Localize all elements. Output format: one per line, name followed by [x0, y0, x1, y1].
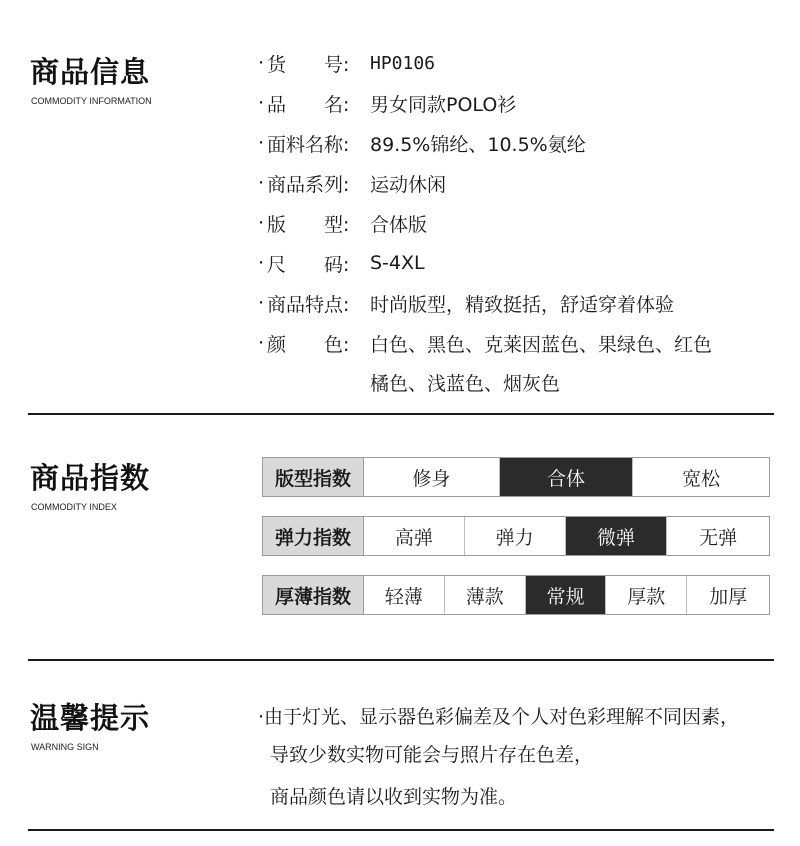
info-value: 89.5%锦纶、10.5%氨纶 — [370, 133, 586, 156]
info-label: 品 名: — [267, 93, 350, 116]
info-value: 白色、黑色、克莱因蓝色、果绿色、红色 — [370, 333, 713, 356]
info-value: 运动休闲 — [370, 173, 447, 196]
info-row-product-name — [258, 88, 517, 118]
bullet: · — [258, 92, 265, 114]
index-row-elasticity — [262, 516, 770, 556]
index-label: 版型指数 — [263, 458, 364, 496]
info-section-subtitle: COMMODITY INFORMATION — [31, 96, 152, 106]
bullet: · — [258, 332, 265, 354]
info-section-title: 商品信息 — [30, 55, 151, 89]
info-value: HP0106 — [370, 52, 436, 74]
index-option-selected: 微弹 — [566, 517, 668, 555]
info-value: 橘色、浅蓝色、烟灰色 — [370, 372, 561, 395]
bullet: · — [258, 52, 265, 74]
index-option: 轻薄 — [364, 576, 445, 614]
index-option-selected: 常规 — [526, 576, 607, 614]
index-option: 加厚 — [687, 576, 769, 614]
info-row-features — [258, 288, 675, 318]
index-option: 宽松 — [633, 458, 769, 496]
info-row-item-no — [258, 48, 436, 78]
index-option: 无弹 — [667, 517, 769, 555]
info-label: 颜 色: — [267, 333, 350, 356]
index-option-selected: 合体 — [500, 458, 634, 496]
index-label: 厚薄指数 — [263, 576, 364, 614]
index-option: 修身 — [364, 458, 500, 496]
info-label: 尺 码: — [267, 253, 350, 276]
info-label: 版 型: — [267, 213, 350, 236]
info-value: 时尚版型，精致挺括，舒适穿着体验 — [370, 293, 675, 316]
info-row-fit — [258, 208, 428, 238]
info-row-size — [258, 248, 425, 278]
section-divider — [28, 829, 774, 831]
index-option: 薄款 — [445, 576, 526, 614]
info-row-fabric — [258, 128, 586, 158]
index-section-title: 商品指数 — [30, 461, 151, 495]
index-row-fit — [262, 457, 770, 497]
warning-section-title: 温馨提示 — [30, 701, 151, 735]
index-option: 高弹 — [364, 517, 465, 555]
warning-line: 导致少数实物可能会与照片存在色差， — [270, 744, 594, 766]
section-divider — [28, 659, 774, 661]
info-value: 合体版 — [370, 213, 428, 236]
index-row-thickness — [262, 575, 770, 615]
bullet: · — [258, 252, 265, 274]
info-label: 货 号: — [267, 53, 350, 76]
info-label: 面料名称: — [267, 133, 350, 156]
info-value: S-4XL — [370, 252, 425, 274]
info-row-colors-cont — [370, 367, 560, 397]
info-row-colors — [258, 328, 713, 358]
bullet: · — [258, 292, 265, 314]
index-section-subtitle: COMMODITY INDEX — [31, 502, 117, 512]
bullet: · — [258, 212, 265, 234]
index-label: 弹力指数 — [263, 517, 364, 555]
bullet: · — [258, 132, 265, 154]
info-label: 商品特点: — [267, 293, 350, 316]
warning-section-subtitle: WARNING SIGN — [31, 742, 99, 752]
warning-line: 商品颜色请以收到实物为准。 — [270, 786, 518, 808]
info-value: 男女同款POLO衫 — [370, 93, 517, 116]
info-row-series — [258, 168, 447, 198]
info-label: 商品系列: — [267, 173, 350, 196]
warning-line: ·由于灯光、显示器色彩偏差及个人对色彩理解不同因素， — [258, 706, 740, 728]
bullet: · — [258, 172, 265, 194]
section-divider — [28, 413, 774, 415]
index-option: 厚款 — [606, 576, 687, 614]
index-option: 弹力 — [465, 517, 566, 555]
